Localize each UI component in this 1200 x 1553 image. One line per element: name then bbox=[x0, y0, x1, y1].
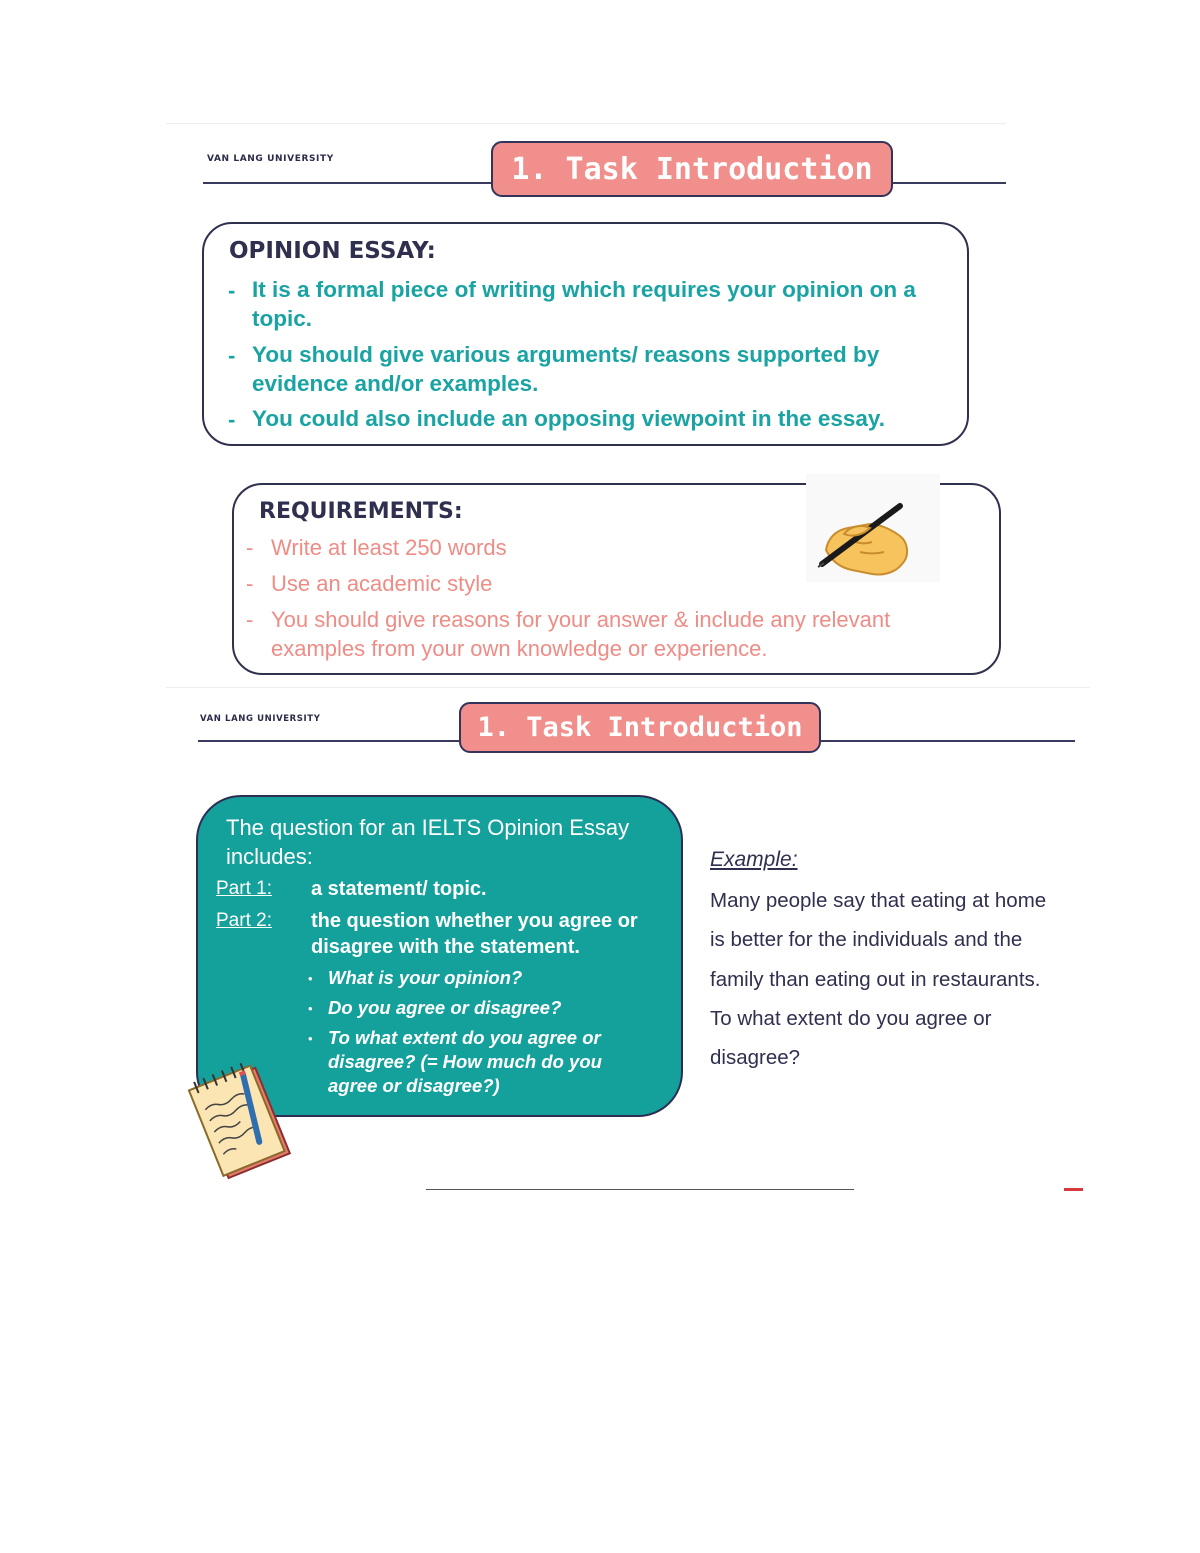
bullet-dash: - bbox=[246, 535, 254, 560]
footer-rule bbox=[426, 1189, 854, 1190]
question-intro bbox=[226, 813, 666, 871]
university-name-2: VAN LANG UNIVERSITY bbox=[200, 714, 321, 724]
part2-line1: the question whether you agree or bbox=[311, 910, 638, 932]
footer-accent bbox=[1064, 1188, 1083, 1191]
part2-line2: disagree with the statement. bbox=[311, 936, 580, 958]
opinion-item-1-line1: It is a formal piece of writing which requires your opinion on a bbox=[252, 277, 916, 302]
bullet-dot: • bbox=[308, 1001, 313, 1016]
university-name: VAN LANG UNIVERSITY bbox=[207, 154, 334, 164]
part2-label: Part 2: bbox=[216, 910, 272, 931]
requirements-heading: REQUIREMENTS: bbox=[259, 499, 463, 524]
header-rule-left-2 bbox=[198, 740, 462, 742]
requirement-item-2: Use an academic style bbox=[271, 571, 493, 596]
opinion-item-1 bbox=[252, 275, 942, 333]
question-bullet-2: Do you agree or disagree? bbox=[328, 997, 562, 1018]
opinion-item-2-line2: evidence and/or examples. bbox=[252, 371, 539, 396]
requirement-item-3 bbox=[271, 605, 981, 663]
bullet-dash: - bbox=[228, 407, 236, 432]
example-line-2: is better for the individuals and the bbox=[710, 928, 1023, 951]
question-bullet-3-line3: agree or disagree?) bbox=[328, 1075, 500, 1096]
example-line-5: disagree? bbox=[710, 1046, 801, 1069]
example-title: Example: bbox=[710, 848, 798, 871]
slide-separator-middle bbox=[166, 687, 1090, 688]
notepad-pencil-icon bbox=[186, 1056, 302, 1184]
slide-separator-top bbox=[166, 123, 1006, 124]
requirement-item-1: Write at least 250 words bbox=[271, 535, 507, 560]
part1-text: a statement/ topic. bbox=[311, 878, 487, 900]
bullet-dot: • bbox=[308, 971, 313, 986]
example-line-3: family than eating out in restaurants. bbox=[710, 968, 1041, 991]
requirement-item-3-line2: examples from your own knowledge or experience. bbox=[271, 636, 768, 661]
opinion-item-3 bbox=[252, 404, 942, 433]
header-rule-right-2 bbox=[818, 740, 1075, 742]
bullet-dash: - bbox=[246, 607, 254, 632]
question-intro-line1: The question for an IELTS Opinion Essay bbox=[226, 815, 630, 840]
requirement-item-3-line1: You should give reasons for your answer & include any relevant bbox=[271, 607, 891, 632]
opinion-heading: OPINION ESSAY: bbox=[229, 238, 436, 264]
header-rule-right bbox=[892, 182, 1006, 184]
opinion-item-3-line1: You could also include an opposing viewpoint in the essay. bbox=[252, 406, 885, 431]
slide-title: 1. Task Introduction bbox=[491, 141, 893, 197]
part2-text bbox=[311, 908, 661, 960]
bullet-dash: - bbox=[228, 343, 236, 368]
bullet-dash: - bbox=[246, 571, 254, 596]
opinion-item-1-line2: topic. bbox=[252, 306, 312, 331]
bullet-dash: - bbox=[228, 278, 236, 303]
question-bullet-3 bbox=[328, 1026, 663, 1098]
header-rule-left bbox=[203, 182, 493, 184]
bullet-dot: • bbox=[308, 1031, 313, 1046]
opinion-essay-box bbox=[202, 222, 969, 446]
example-line-1: Many people say that eating at home bbox=[710, 889, 1047, 912]
example-line-4: To what extent do you agree or bbox=[710, 1007, 992, 1030]
slide-title-2: 1. Task Introduction bbox=[459, 702, 821, 753]
opinion-item-2-line1: You should give various arguments/ reasons supported by bbox=[252, 342, 880, 367]
hand-writing-icon bbox=[800, 468, 946, 588]
question-bullet-1: What is your opinion? bbox=[328, 967, 523, 988]
opinion-item-2 bbox=[252, 340, 942, 398]
question-intro-line2: includes: bbox=[226, 844, 313, 869]
question-bullet-3-line1: To what extent do you agree or bbox=[328, 1027, 601, 1048]
part1-label: Part 1: bbox=[216, 878, 272, 899]
question-bullet-3-line2: disagree? (= How much do you bbox=[328, 1051, 602, 1072]
